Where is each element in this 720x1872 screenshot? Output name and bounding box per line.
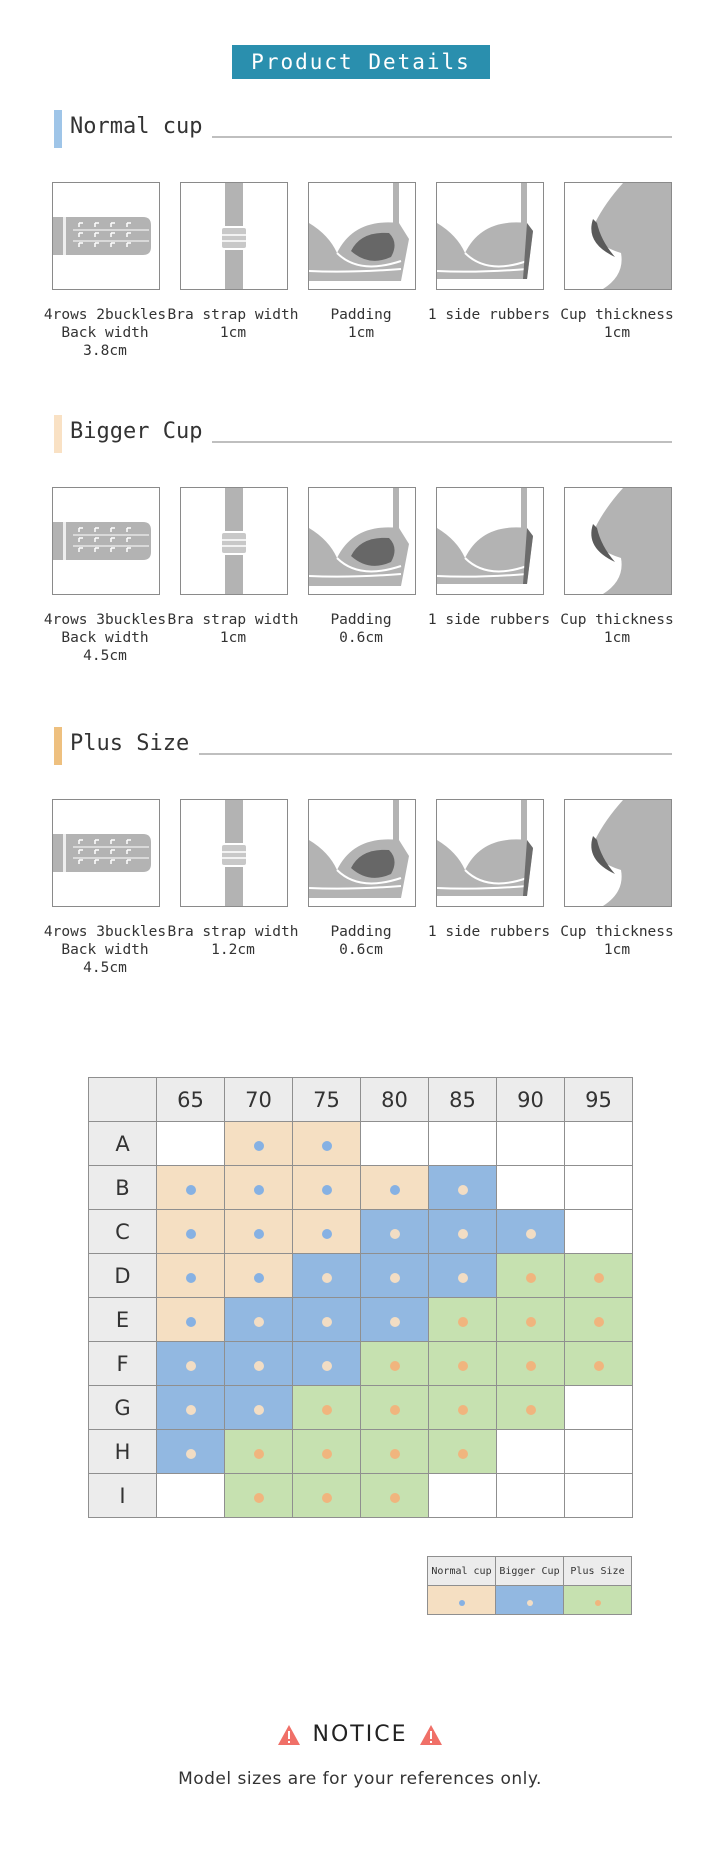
size-dot xyxy=(186,1449,196,1459)
size-dot xyxy=(390,1361,400,1371)
table-row xyxy=(89,1474,633,1518)
size-cell xyxy=(565,1342,633,1386)
table-row xyxy=(89,1298,633,1342)
hook-eye-closure-icon xyxy=(52,487,160,595)
notice-text: Model sizes are for your references only. xyxy=(178,1769,542,1789)
size-cell xyxy=(157,1342,225,1386)
size-dot xyxy=(254,1185,264,1195)
caption-line: 1 side rubbers xyxy=(427,612,551,628)
size-cell xyxy=(429,1430,497,1474)
cup-thickness-icon xyxy=(564,487,672,595)
size-dot xyxy=(322,1229,332,1239)
cup-header: A xyxy=(89,1122,157,1166)
band-header: 90 xyxy=(497,1078,565,1122)
padded-cup-icon xyxy=(308,799,416,907)
size-dot xyxy=(186,1229,196,1239)
corner-cell xyxy=(89,1078,157,1122)
side-rubber-icon xyxy=(436,182,544,290)
size-dot xyxy=(458,1405,468,1415)
caption-line: Cup thickness xyxy=(560,307,674,323)
size-dot xyxy=(458,1317,468,1327)
size-cell xyxy=(225,1386,293,1430)
size-cell xyxy=(361,1166,429,1210)
size-cell xyxy=(157,1166,225,1210)
caption-line: 3.8cm xyxy=(83,343,127,359)
feature-caption xyxy=(38,611,172,665)
size-legend xyxy=(427,1556,632,1615)
size-dot xyxy=(390,1493,400,1503)
strap-icon xyxy=(180,799,288,907)
size-cell xyxy=(429,1298,497,1342)
section-1 xyxy=(43,415,674,664)
size-cell xyxy=(225,1254,293,1298)
cup-header: H xyxy=(89,1430,157,1474)
feature-caption xyxy=(422,923,556,941)
section-header xyxy=(52,110,672,150)
size-cell xyxy=(157,1210,225,1254)
size-cell xyxy=(157,1386,225,1430)
size-cell xyxy=(293,1166,361,1210)
size-cell xyxy=(497,1210,565,1254)
size-cell xyxy=(225,1430,293,1474)
size-dot xyxy=(390,1273,400,1283)
table-row xyxy=(89,1430,633,1474)
notice-title: NOTICE xyxy=(312,1722,408,1747)
legend-swatch-plus xyxy=(564,1586,632,1615)
section-title: Bigger Cup xyxy=(70,419,212,444)
size-dot xyxy=(594,1273,604,1283)
caption-line: Padding xyxy=(330,307,392,323)
size-cell xyxy=(225,1342,293,1386)
table-row xyxy=(89,1386,633,1430)
size-dot xyxy=(594,1361,604,1371)
caption-line: 1.2cm xyxy=(211,942,255,958)
size-dot xyxy=(458,1185,468,1195)
section-color-bar xyxy=(54,110,62,148)
size-cell xyxy=(293,1298,361,1342)
empty-cell xyxy=(157,1474,225,1518)
legend-label-plus: Plus Size xyxy=(564,1557,632,1586)
size-dot xyxy=(594,1317,604,1327)
legend-label-bigger: Bigger Cup xyxy=(496,1557,564,1586)
side-rubber-icon xyxy=(436,487,544,595)
legend-swatch-bigger xyxy=(496,1586,564,1615)
caption-line: Cup thickness xyxy=(560,612,674,628)
empty-cell xyxy=(429,1474,497,1518)
size-cell xyxy=(497,1342,565,1386)
size-cell xyxy=(361,1210,429,1254)
hook-eye-closure-icon xyxy=(52,799,160,907)
table-row xyxy=(89,1122,633,1166)
caption-line: 1 side rubbers xyxy=(427,924,551,940)
size-dot xyxy=(526,1229,536,1239)
size-cell xyxy=(429,1210,497,1254)
band-header: 80 xyxy=(361,1078,429,1122)
section-2 xyxy=(43,727,674,976)
size-cell xyxy=(293,1474,361,1518)
feature-caption xyxy=(294,923,428,959)
warning-icon xyxy=(419,1724,443,1746)
feature-caption xyxy=(422,611,556,629)
size-dot xyxy=(526,1317,536,1327)
size-dot xyxy=(322,1405,332,1415)
empty-cell xyxy=(565,1386,633,1430)
size-dot xyxy=(186,1361,196,1371)
cup-header: F xyxy=(89,1342,157,1386)
empty-cell xyxy=(361,1122,429,1166)
size-cell xyxy=(157,1298,225,1342)
side-rubber-icon xyxy=(436,799,544,907)
caption-line: 1cm xyxy=(219,630,247,646)
size-cell xyxy=(565,1254,633,1298)
feature-caption xyxy=(166,923,300,959)
size-dot xyxy=(390,1185,400,1195)
table-row xyxy=(89,1166,633,1210)
empty-cell xyxy=(497,1430,565,1474)
band-header: 85 xyxy=(429,1078,497,1122)
cup-header: E xyxy=(89,1298,157,1342)
size-cell xyxy=(361,1430,429,1474)
size-dot xyxy=(186,1273,196,1283)
caption-line: 1 side rubbers xyxy=(427,307,551,323)
size-dot xyxy=(254,1405,264,1415)
size-cell xyxy=(293,1342,361,1386)
cup-header: I xyxy=(89,1474,157,1518)
section-color-bar xyxy=(54,727,62,765)
feature-caption xyxy=(550,611,684,647)
caption-line: Bra strap width xyxy=(167,307,299,323)
size-cell xyxy=(293,1210,361,1254)
size-dot xyxy=(186,1317,196,1327)
warning-icon xyxy=(277,1724,301,1746)
size-dot xyxy=(186,1185,196,1195)
size-dot xyxy=(254,1493,264,1503)
caption-line: 1cm xyxy=(603,325,631,341)
cup-thickness-icon xyxy=(564,182,672,290)
caption-line: 4rows 2buckles xyxy=(43,307,167,323)
band-header: 70 xyxy=(225,1078,293,1122)
size-cell xyxy=(429,1166,497,1210)
caption-line: 1cm xyxy=(603,630,631,646)
empty-cell xyxy=(429,1122,497,1166)
size-dot xyxy=(458,1361,468,1371)
size-cell xyxy=(157,1254,225,1298)
size-cell xyxy=(225,1166,293,1210)
section-color-bar xyxy=(54,415,62,453)
caption-line: Bra strap width xyxy=(167,924,299,940)
size-dot xyxy=(390,1229,400,1239)
size-dot xyxy=(322,1449,332,1459)
size-cell xyxy=(225,1122,293,1166)
size-dot xyxy=(322,1317,332,1327)
caption-line: 4rows 3buckles xyxy=(43,924,167,940)
section-header xyxy=(52,415,672,455)
size-dot xyxy=(526,1405,536,1415)
feature-caption xyxy=(550,306,684,342)
size-dot xyxy=(186,1405,196,1415)
caption-line: 0.6cm xyxy=(339,942,383,958)
caption-line: Back width xyxy=(61,942,149,958)
cup-thickness-icon xyxy=(564,799,672,907)
size-cell xyxy=(225,1210,293,1254)
empty-cell xyxy=(565,1210,633,1254)
size-cell xyxy=(293,1122,361,1166)
table-row xyxy=(89,1210,633,1254)
size-dot xyxy=(254,1449,264,1459)
empty-cell xyxy=(497,1122,565,1166)
size-cell xyxy=(293,1430,361,1474)
size-cell xyxy=(157,1430,225,1474)
empty-cell xyxy=(565,1474,633,1518)
caption-line: Back width xyxy=(61,325,149,341)
size-dot xyxy=(390,1405,400,1415)
feature-caption xyxy=(422,306,556,324)
hook-eye-closure-icon xyxy=(52,182,160,290)
strap-icon xyxy=(180,182,288,290)
section-title: Plus Size xyxy=(70,731,199,756)
caption-line: 4.5cm xyxy=(83,960,127,976)
size-dot xyxy=(322,1273,332,1283)
size-dot xyxy=(526,1361,536,1371)
strap-icon xyxy=(180,487,288,595)
size-cell xyxy=(293,1254,361,1298)
size-cell xyxy=(497,1386,565,1430)
size-dot xyxy=(458,1229,468,1239)
empty-cell xyxy=(565,1166,633,1210)
feature-caption xyxy=(166,611,300,647)
size-dot xyxy=(254,1361,264,1371)
padded-cup-icon xyxy=(308,182,416,290)
padded-cup-icon xyxy=(308,487,416,595)
caption-line: Padding xyxy=(330,924,392,940)
caption-line: 0.6cm xyxy=(339,630,383,646)
section-title: Normal cup xyxy=(70,114,212,139)
caption-line: Bra strap width xyxy=(167,612,299,628)
cup-header: G xyxy=(89,1386,157,1430)
caption-line: 4.5cm xyxy=(83,648,127,664)
feature-caption xyxy=(294,306,428,342)
size-chart-table xyxy=(88,1077,633,1518)
size-dot xyxy=(390,1449,400,1459)
feature-caption xyxy=(38,923,172,977)
caption-line: Padding xyxy=(330,612,392,628)
size-dot xyxy=(458,1273,468,1283)
size-cell xyxy=(429,1254,497,1298)
caption-line: 4rows 3buckles xyxy=(43,612,167,628)
empty-cell xyxy=(157,1122,225,1166)
caption-line: Back width xyxy=(61,630,149,646)
caption-line: 1cm xyxy=(347,325,375,341)
product-details-banner: Product Details xyxy=(232,45,490,79)
size-cell xyxy=(293,1386,361,1430)
size-cell xyxy=(429,1386,497,1430)
legend-label-normal: Normal cup xyxy=(428,1557,496,1586)
legend-swatch-normal xyxy=(428,1586,496,1615)
size-dot xyxy=(390,1317,400,1327)
size-dot xyxy=(254,1141,264,1151)
cup-header: C xyxy=(89,1210,157,1254)
size-dot xyxy=(322,1493,332,1503)
section-0 xyxy=(43,110,674,359)
caption-line: 1cm xyxy=(219,325,247,341)
size-cell xyxy=(497,1298,565,1342)
size-dot xyxy=(322,1185,332,1195)
caption-line: Cup thickness xyxy=(560,924,674,940)
size-dot xyxy=(322,1361,332,1371)
size-dot xyxy=(254,1273,264,1283)
band-header: 65 xyxy=(157,1078,225,1122)
empty-cell xyxy=(565,1430,633,1474)
size-cell xyxy=(361,1474,429,1518)
size-cell xyxy=(361,1254,429,1298)
feature-caption xyxy=(166,306,300,342)
size-dot xyxy=(254,1317,264,1327)
band-header: 95 xyxy=(565,1078,633,1122)
notice-heading xyxy=(0,1722,720,1747)
size-cell xyxy=(565,1298,633,1342)
size-cell xyxy=(225,1298,293,1342)
feature-caption xyxy=(550,923,684,959)
size-cell xyxy=(497,1254,565,1298)
size-cell xyxy=(361,1342,429,1386)
table-row xyxy=(89,1254,633,1298)
size-dot xyxy=(526,1273,536,1283)
size-dot xyxy=(458,1449,468,1459)
size-cell xyxy=(361,1386,429,1430)
section-header xyxy=(52,727,672,767)
feature-caption xyxy=(38,306,172,360)
size-cell xyxy=(225,1474,293,1518)
cup-header: B xyxy=(89,1166,157,1210)
caption-line: 1cm xyxy=(603,942,631,958)
size-dot xyxy=(254,1229,264,1239)
cup-header: D xyxy=(89,1254,157,1298)
size-cell xyxy=(361,1298,429,1342)
band-header: 75 xyxy=(293,1078,361,1122)
empty-cell xyxy=(565,1122,633,1166)
feature-caption xyxy=(294,611,428,647)
table-row xyxy=(89,1342,633,1386)
empty-cell xyxy=(497,1474,565,1518)
size-cell xyxy=(429,1342,497,1386)
size-dot xyxy=(322,1141,332,1151)
empty-cell xyxy=(497,1166,565,1210)
